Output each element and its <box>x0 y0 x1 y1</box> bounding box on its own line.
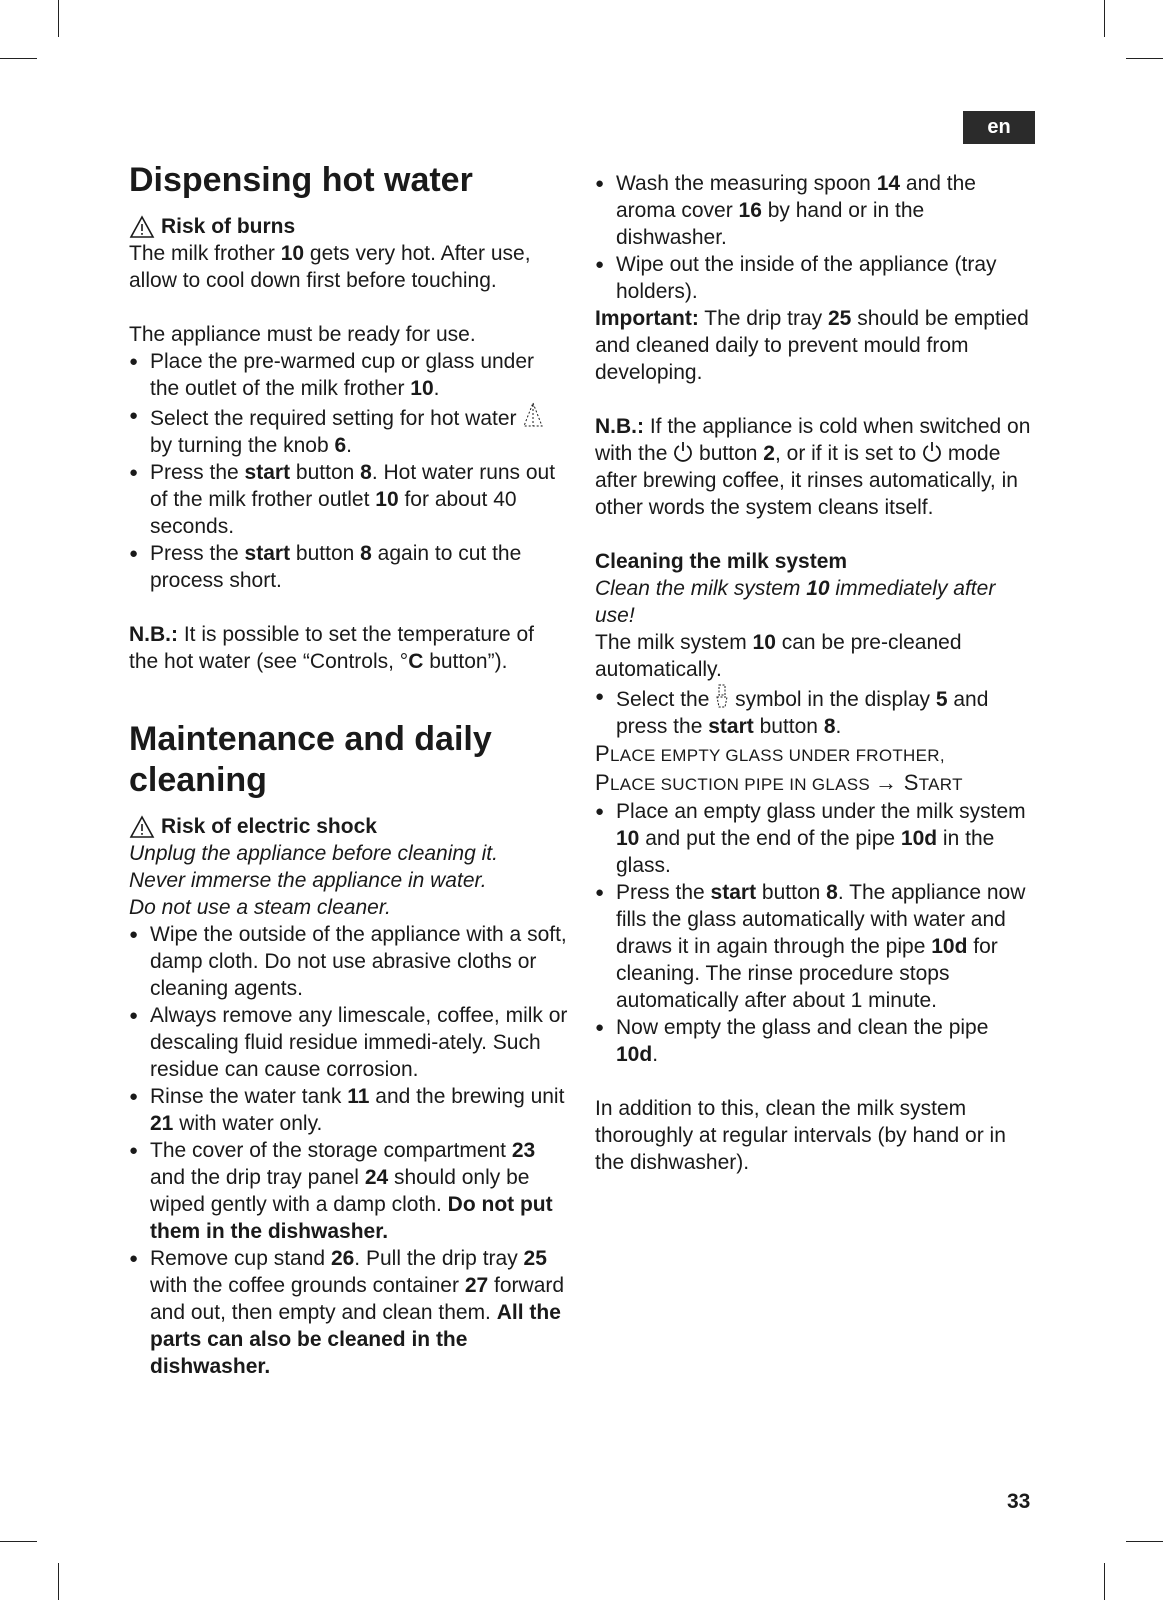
left-column <box>129 160 569 1380</box>
warning-burns: Risk of burns <box>129 213 569 240</box>
crop-mark <box>1126 58 1163 59</box>
crop-mark <box>1104 1563 1105 1600</box>
nb-auto-rinse: N.B.: If the appliance is cold when switched on with the button 2, or if it is set to mode after brewing coffee, it rinses automatically, in other words the system cleans itself. <box>595 415 1031 519</box>
warning-triangle-icon <box>129 215 155 239</box>
list-item: ● Remove cup stand 26. Pull the drip tray 25 with the coffee grounds container 27 forward and out, then empty and clean them. All the parts can also be cleaned in the dishwasher. <box>129 1245 569 1380</box>
display-text-line-2: PLACE SUCTION PIPE IN GLASS → START <box>595 770 963 795</box>
list-item: ● The cover of the storage compartment 23 and the drip tray panel 24 should only be wiped gently with a damp cloth. Do not put them in the dishwasher. <box>129 1137 569 1245</box>
list-item: ● Select the required setting for hot water by turning the knob 6. <box>129 402 569 459</box>
list-item: ● Press the start button 8. Hot water runs out of the milk frother outlet 10 for about 40 seconds. <box>129 459 569 540</box>
list-item: ● Wipe out the inside of the appliance (tray holders). <box>595 251 1035 305</box>
list-item: ● Select the symbol in the display 5 and press the start button 8. <box>595 683 1035 740</box>
list-item: ● Now empty the glass and clean the pipe 10d. <box>595 1014 1035 1068</box>
maintenance-steps-continued <box>595 170 1035 305</box>
italic-warning-2: Never immerse the appliance in water. <box>129 869 487 892</box>
list-item: ● Place an empty glass under the milk system 10 and put the end of the pipe 10d in the glass. <box>595 798 1035 879</box>
crop-mark <box>58 0 59 37</box>
milk-system-addition: In addition to this, clean the milk system thoroughly at regular intervals (by hand or in the dishwasher). <box>595 1097 1006 1174</box>
important-note: Important: The drip tray 25 should be emptied and cleaned daily to prevent mould from developing. <box>595 307 1029 384</box>
milk-step-select <box>595 683 1035 740</box>
list-item: ● Wipe the outside of the appliance with a soft, damp cloth. Do not use abrasive cloths or cleaning agents. <box>129 921 569 1002</box>
list-item: ● Wash the measuring spoon 14 and the aroma cover 16 by hand or in the dishwasher. <box>595 170 1035 251</box>
crop-mark <box>1104 0 1105 37</box>
list-item: ● Place the pre-warmed cup or glass under the outlet of the milk frother 10. <box>129 348 569 402</box>
list-item: ● Always remove any limescale, coffee, milk or descaling fluid residue immedi-ately. Such residue can cause corrosion. <box>129 1002 569 1083</box>
hot-water-steps <box>129 348 569 594</box>
nb-temperature: N.B.: It is possible to set the temperature of the hot water (see “Controls, °C button”). <box>129 623 535 673</box>
display-text-line-1: PLACE EMPTY GLASS UNDER FROTHER, <box>595 741 945 766</box>
power-icon <box>673 441 693 463</box>
milk-system-steps <box>595 798 1035 1068</box>
maintenance-steps <box>129 921 569 1380</box>
crop-mark <box>0 58 37 59</box>
section-title-hot-water: Dispensing hot water <box>129 161 473 199</box>
warning-triangle-icon <box>129 815 155 839</box>
list-item: ● Press the start button 8 again to cut the process short. <box>129 540 569 594</box>
ready-text: The appliance must be ready for use. <box>129 323 476 346</box>
right-column <box>595 170 1035 1176</box>
hot-water-icon <box>522 402 544 428</box>
language-tab: en <box>963 111 1035 144</box>
subsection-title-milk-system: Cleaning the milk system <box>595 550 848 573</box>
italic-warning-3: Do not use a steam cleaner. <box>129 896 391 919</box>
milk-system-italic: Clean the milk system 10 immediately after use! <box>595 577 996 627</box>
page-number: 33 <box>1007 1490 1031 1513</box>
power-icon <box>922 441 942 463</box>
milk-clean-symbol-icon <box>715 683 729 709</box>
section-title-maintenance: Maintenance and daily cleaning <box>129 720 492 799</box>
crop-mark <box>0 1541 37 1542</box>
list-item: ● Press the start button 8. The appliance now fills the glass automatically with water and draws it in again through the pipe 10d for cleaning. The rinse procedure stops automatically after about 1 minute. <box>595 879 1035 1014</box>
crop-mark <box>1126 1541 1163 1542</box>
milk-system-intro: The milk system 10 can be pre-cleaned automatically. <box>595 631 962 681</box>
arrow-right-icon: → <box>875 770 898 795</box>
italic-warning-1: Unplug the appliance before cleaning it. <box>129 842 498 865</box>
crop-mark <box>58 1563 59 1600</box>
list-item: ● Rinse the water tank 11 and the brewing unit 21 with water only. <box>129 1083 569 1137</box>
warning-electric-shock: Risk of electric shock <box>129 813 569 840</box>
warning-text: The milk frother 10 gets very hot. After use, allow to cool down first before touching. <box>129 242 531 292</box>
